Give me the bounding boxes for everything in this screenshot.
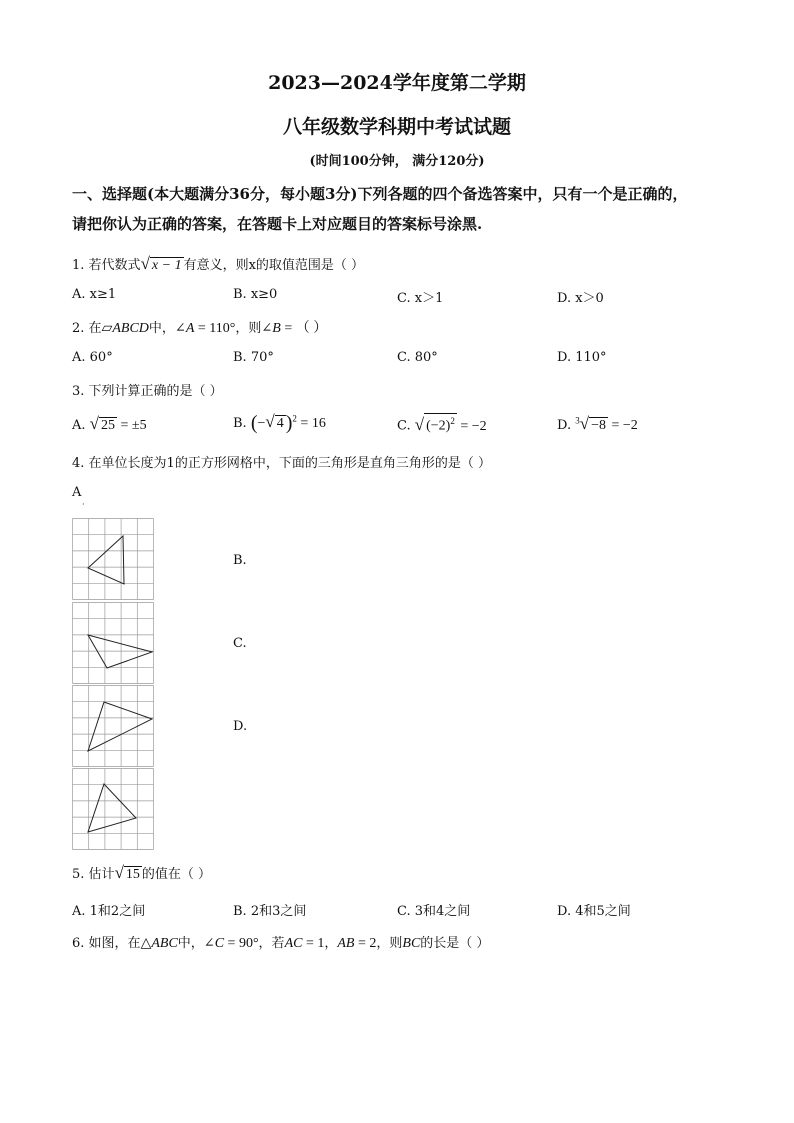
eq1-val: = 1: [302, 936, 325, 951]
q4-option-d-label: D.: [233, 719, 248, 734]
q2-option-d: D. 110°: [557, 350, 607, 365]
question-stem: 在: [88, 321, 102, 336]
radicand: 25: [101, 418, 116, 433]
q4-option-c-label: C.: [233, 636, 247, 651]
angle-var: A: [185, 321, 195, 336]
q5-option-c: C. 3和4之间: [397, 904, 471, 919]
q4-option-a-dot: ·: [82, 500, 85, 509]
option-label: B.: [233, 416, 247, 431]
question-number: 1.: [72, 258, 85, 273]
option-rhs: = −2: [456, 418, 487, 434]
question-stem-end: = （ ）: [280, 321, 328, 336]
q2-option-a: A. 60°: [72, 350, 113, 365]
q5-option-a: A. 1和2之间: [72, 904, 146, 919]
radicand: 15: [125, 867, 140, 882]
question-stem-mid: 中，∠: [148, 321, 186, 336]
q4-option-b-label: B.: [233, 553, 247, 568]
q3-option-c: C. √ $(-2)^2 = -2$: [397, 414, 487, 434]
target-var: BC: [402, 936, 421, 951]
q5-option-b: B. 2和3之间: [233, 904, 307, 919]
target-var: B: [272, 321, 281, 336]
exponent: 2: [292, 413, 297, 424]
shape-name: ABCD: [112, 321, 149, 336]
option-label: D.: [557, 418, 572, 433]
question-3: [72, 380, 223, 399]
exam-title-name: 八年级数学科期中考试试题: [282, 116, 511, 138]
question-stem-mid3: ，: [324, 936, 338, 951]
root-index: 3: [575, 415, 580, 426]
question-6: [72, 932, 489, 952]
grid-figure-c: [72, 685, 154, 767]
question-number: 5.: [72, 867, 85, 882]
question-stem: 估计: [88, 867, 115, 882]
question-stem-mid4: ，则: [376, 936, 403, 951]
triangle-a: [88, 536, 124, 584]
question-2: [72, 317, 327, 337]
minus-sign: −: [257, 416, 266, 431]
section-instructions-line1: 一、选择题(本大题满分36分，每小题3分)下列各题的四个备选答案中，只有一个是正确的，: [72, 185, 688, 203]
option-label: A.: [72, 418, 86, 433]
grid-figure-a: [72, 518, 154, 600]
grid-figure-d: [72, 768, 154, 850]
triangle-d: [88, 784, 136, 832]
q2-option-b: B. 70°: [233, 350, 274, 365]
question-stem-end: 的长是（ ）: [420, 936, 490, 951]
question-stem: 在单位长度为1的正方形网格中，下面的三角形是直角三角形的是（ ）: [88, 456, 491, 471]
angle-var: C: [214, 936, 225, 951]
q4-option-a-label: A: [72, 485, 82, 500]
question-1: 1. 若代数式√ x − 1 有意义，则x的取值范围是（ ）: [72, 254, 365, 273]
section-instructions-line2: 请把你认为正确的答案，在答题卡上对应题目的答案标号涂黑.: [72, 215, 483, 233]
question-number: 6.: [72, 936, 85, 951]
exam-info: (时间100分钟， 满分120分): [309, 154, 485, 169]
radicand: (−2): [426, 418, 451, 434]
angle-val: = 90°: [224, 936, 259, 951]
question-stem-end: 的值在（ ）: [141, 867, 212, 882]
question-stem-end: 有意义，则x的取值范围是（ ）: [183, 258, 365, 273]
q3-option-d: D. $^3$√ −8 = −2: [557, 414, 638, 433]
question-stem: 如图，在: [88, 936, 141, 951]
triangle-b: [88, 635, 152, 668]
question-stem-mid2: ，则∠: [235, 321, 273, 336]
parallelogram-symbol: ▱: [101, 321, 113, 336]
triangle-c: [88, 702, 152, 751]
q1-option-d: D. x＞0: [557, 291, 604, 306]
option-rhs: = 16: [296, 416, 326, 431]
option-label: C.: [397, 418, 411, 434]
q3-option-b: B. (−√ 4 )$^2$ = 16: [233, 412, 326, 434]
q1-option-b: B. x≥0: [233, 287, 278, 302]
q2-option-c: C. 80°: [397, 350, 438, 365]
eq2-var: AB: [337, 936, 355, 951]
q1-option-a: A. x≥1: [72, 287, 117, 302]
angle-val: = 110°: [194, 321, 236, 336]
question-stem-mid2: ，若: [258, 936, 285, 951]
q3-option-a: A. √ 25 = ±5: [72, 414, 147, 433]
triangle-symbol: △: [140, 936, 152, 951]
question-number: 3.: [72, 384, 85, 399]
question-4: [72, 452, 491, 471]
question-number: 4.: [72, 456, 85, 471]
question-5: 5. 估计√ 15 的值在（ ）: [72, 863, 212, 882]
q5-option-d: D. 4和5之间: [557, 904, 631, 919]
radicand: 4: [276, 416, 284, 431]
q1-option-c: C. x＞1: [397, 291, 444, 306]
question-stem: 下列计算正确的是（ ）: [88, 384, 223, 399]
triangle-name: ABC: [151, 936, 178, 951]
exponent: 2: [450, 416, 455, 426]
eq1-var: AC: [284, 936, 303, 951]
radicand: x − 1: [151, 258, 182, 273]
question-stem-mid: 中，∠: [177, 936, 215, 951]
radicand: −8: [591, 418, 606, 433]
eq2-val: = 2: [354, 936, 377, 951]
option-rhs: = −2: [607, 418, 638, 433]
exam-title-year: 2023—2024学年度第二学期: [268, 72, 526, 94]
question-number: 2.: [72, 321, 85, 336]
grid-figure-b: [72, 602, 154, 684]
option-rhs: = ±5: [117, 418, 147, 433]
question-stem: 若代数式: [88, 258, 141, 273]
